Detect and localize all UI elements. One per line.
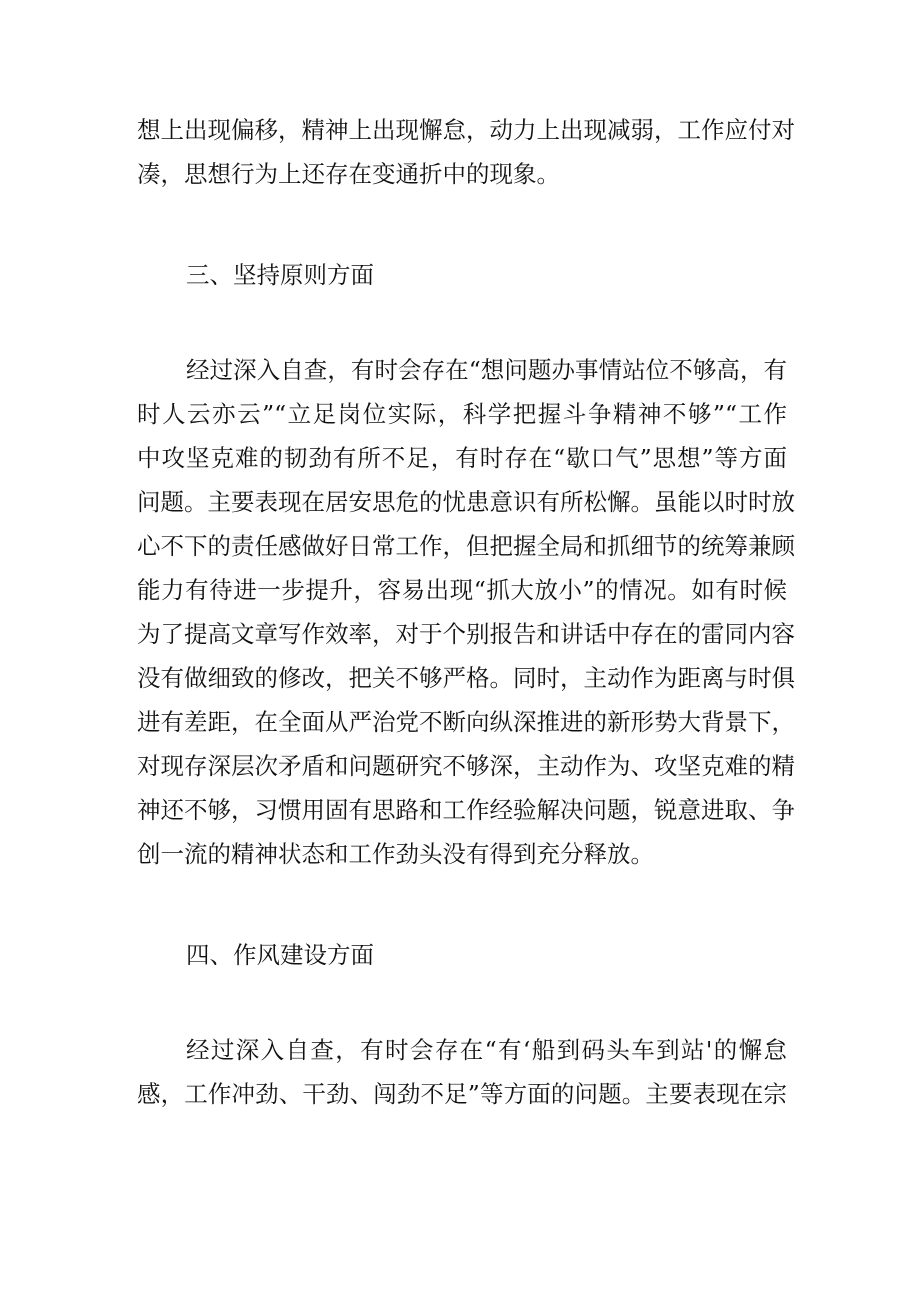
paragraph-line: 为了提高文章写作效率，对于个别报告和讲话中存在的雷同内容 bbox=[137, 620, 795, 648]
paragraph-line: 经过深入自查，有时会存在“想问题办事情站位不够高，有 bbox=[186, 356, 787, 384]
paragraph-line: 创一流的精神状态和工作劲头没有得到充分释放。 bbox=[137, 840, 654, 868]
paragraph-line: 中攻坚克难的韧劲有所不足，有时存在“歇口气”思想”等方面 bbox=[137, 444, 787, 472]
paragraph-line: 经过深入自查，有时会存在“有‘船到码头车到站'的懈怠 bbox=[186, 1036, 787, 1064]
paragraph-line: 凑，思想行为上还存在变通折中的现象。 bbox=[137, 160, 560, 188]
paragraph-line: 没有做细致的修改，把关不够严格。同时，主动作为距离与时俱 bbox=[137, 664, 795, 692]
section-heading-3: 三、坚持原则方面 bbox=[186, 261, 374, 289]
paragraph-line: 问题。主要表现在居安思危的忧患意识有所松懈。虽能以时时放 bbox=[137, 488, 795, 516]
paragraph-line: 神还不够，习惯用固有思路和工作经验解决问题，锐意进取、争 bbox=[137, 796, 795, 824]
paragraph-line: 心不下的责任感做好日常工作，但把握全局和抓细节的统筹兼顾 bbox=[137, 532, 795, 560]
paragraph-line: 想上出现偏移，精神上出现懈怠，动力上出现减弱，工作应付对 bbox=[137, 116, 795, 144]
paragraph-line: 对现存深层次矛盾和问题研究不够深，主动作为、攻坚克难的精 bbox=[137, 752, 795, 780]
paragraph-line: 感，工作冲劲、干劲、闯劲不足”等方面的问题。主要表现在宗 bbox=[137, 1080, 787, 1108]
paragraph-line: 时人云亦云”“立足岗位实际，科学把握斗争精神不够”“工作 bbox=[137, 400, 787, 428]
paragraph-line: 能力有待进一步提升，容易出现“抓大放小”的情况。如有时候 bbox=[137, 576, 787, 604]
paragraph-line: 进有差距，在全面从严治党不断向纵深推进的新形势大背景下， bbox=[137, 708, 795, 736]
section-heading-4: 四、作风建设方面 bbox=[186, 941, 374, 969]
